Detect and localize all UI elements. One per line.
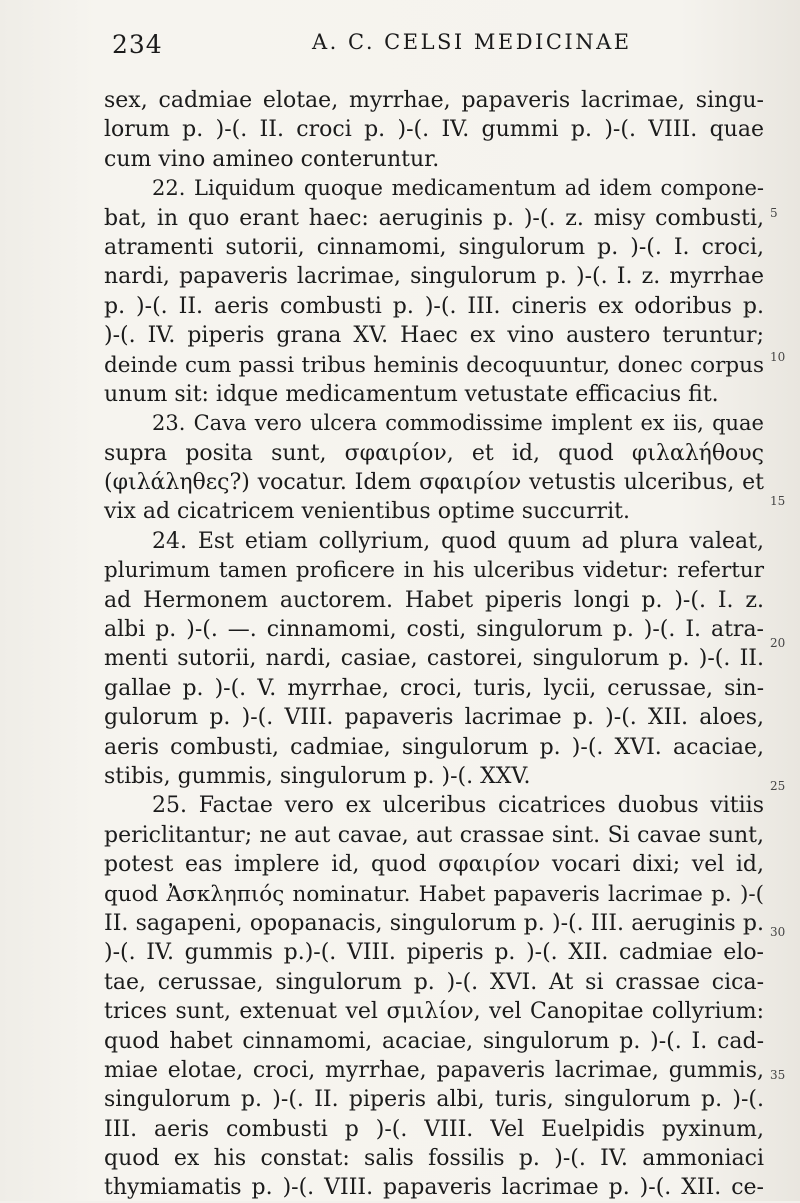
- text-line: albi p. )-(. —. cinnamomi, costi, singulorum p. )-(. I. atra-: [104, 617, 764, 643]
- text-line: bat, in quo erant haec: aeruginis p. )-(. z. misy combusti,: [104, 205, 764, 231]
- text-line: quod ex his constat: salis fossilis p. )-(. IV. ammoniaci: [104, 1146, 764, 1172]
- text-line: cum vino amineo conteruntur.: [104, 146, 440, 172]
- text-line: periclitantur; ne aut cavae, aut crassae sint. Si cavae sunt,: [104, 822, 764, 848]
- text-line: II. sagapeni, opopanacis, singulorum p. )-(. III. aeruginis p.: [104, 910, 764, 936]
- text-line: 24. Est etiam collyrium, quod quum ad plura valeat,: [152, 528, 764, 554]
- text-line: thymiamatis p. )-(. VIII. papaveris lacrimae p. )-(. XII. ce-: [104, 1175, 764, 1201]
- line-number-35: 35: [770, 1068, 786, 1082]
- text-line: )-(. IV. piperis grana XV. Haec ex vino austero teruntur;: [104, 323, 764, 349]
- text-line: )-(. IV. gummis p.)-(. VIII. piperis p. )-(. XII. cadmiae elo-: [104, 940, 764, 966]
- text-line: plurimum tamen proficere in his ulceribus videtur: refertur: [104, 558, 764, 584]
- text-line: 25. Factae vero ex ulceribus cicatrices duobus vitiis: [152, 793, 764, 819]
- text-line: 23. Cava vero ulcera commodissime implent ex iis, quae: [152, 411, 764, 436]
- line-number-5: 5: [770, 206, 778, 220]
- text-line: miae elotae, croci, myrrhae, papaveris lacrimae, gummis,: [104, 1057, 764, 1083]
- running-head: A. C. CELSI MEDICINAE: [312, 30, 632, 54]
- line-number-20: 20: [770, 636, 786, 650]
- text-line: III. aeris combusti p )-(. VIII. Vel Euelpidis pyxinum,: [104, 1116, 764, 1142]
- text-line: stibis, gummis, singulorum p. )-(. XXV.: [104, 763, 531, 789]
- text-line: singulorum p. )-(. II. piperis albi, turis, singulorum p. )-(.: [104, 1087, 764, 1113]
- line-number-25: 25: [770, 779, 786, 793]
- text-line: potest eas implere id, quod σφαιρίον vocari dixi; vel id,: [104, 852, 764, 878]
- text-line: atramenti sutorii, cinnamomi, singulorum p. )-(. I. croci,: [104, 234, 764, 260]
- text-line: p. )-(. II. aeris combusti p. )-(. III. cineris ex odoribus p.: [104, 293, 764, 319]
- text-line: supra posita sunt, σφαιρίον, et id, quod φιλαλήθους: [104, 440, 764, 466]
- line-number-10: 10: [770, 350, 786, 364]
- body-text: [104, 86, 764, 1203]
- text-line: lorum p. )-(. II. croci p. )-(. IV. gummi p. )-(. VIII. quae: [104, 117, 764, 143]
- text-line: sex, cadmiae elotae, myrrhae, papaveris lacrimae, singu-: [104, 88, 764, 113]
- text-line: quod Ἀσκληπιός nominatur. Habet papaveris lacrimae p. )-(: [104, 881, 764, 907]
- text-line: (φιλάληθες?) vocatur. Idem σφαιρίον vetustis ulceribus, et: [104, 470, 764, 496]
- text-line: aeris combusti, cadmiae, singulorum p. )-(. XVI. acaciae,: [104, 734, 764, 760]
- text-line: nardi, papaveris lacrimae, singulorum p. )-(. I. z. myrrhae: [104, 264, 764, 290]
- page-number: 234: [112, 30, 163, 59]
- text-line: menti sutorii, nardi, casiae, castorei, singulorum p. )-(. II.: [104, 646, 764, 672]
- text-line: ad Hermonem auctorem. Habet piperis longi p. )-(. I. z.: [104, 587, 764, 613]
- text-line: tae, cerussae, singulorum p. )-(. XVI. At si crassae cica-: [104, 969, 764, 995]
- text-line: 22. Liquidum quoque medicamentum ad idem compone-: [152, 176, 764, 201]
- text-line: gulorum p. )-(. VIII. papaveris lacrimae p. )-(. XII. aloes,: [104, 705, 764, 731]
- line-number-30: 30: [770, 925, 786, 939]
- text-line: deinde cum passi tribus heminis decoquuntur, donec corpus: [104, 352, 764, 378]
- line-number-15: 15: [770, 494, 786, 508]
- text-line: vix ad cicatricem venientibus optime succurrit.: [104, 499, 630, 525]
- text-line: unum sit: idque medicamentum vetustate efficacius fit.: [104, 381, 719, 407]
- text-line: quod habet cinnamomi, acaciae, singulorum p. )-(. I. cad-: [104, 1028, 764, 1054]
- text-line: trices sunt, extenuat vel σμιλίον, vel Canopitae collyrium:: [104, 999, 764, 1025]
- text-line: gallae p. )-(. V. myrrhae, croci, turis, lycii, cerussae, sin-: [104, 675, 764, 701]
